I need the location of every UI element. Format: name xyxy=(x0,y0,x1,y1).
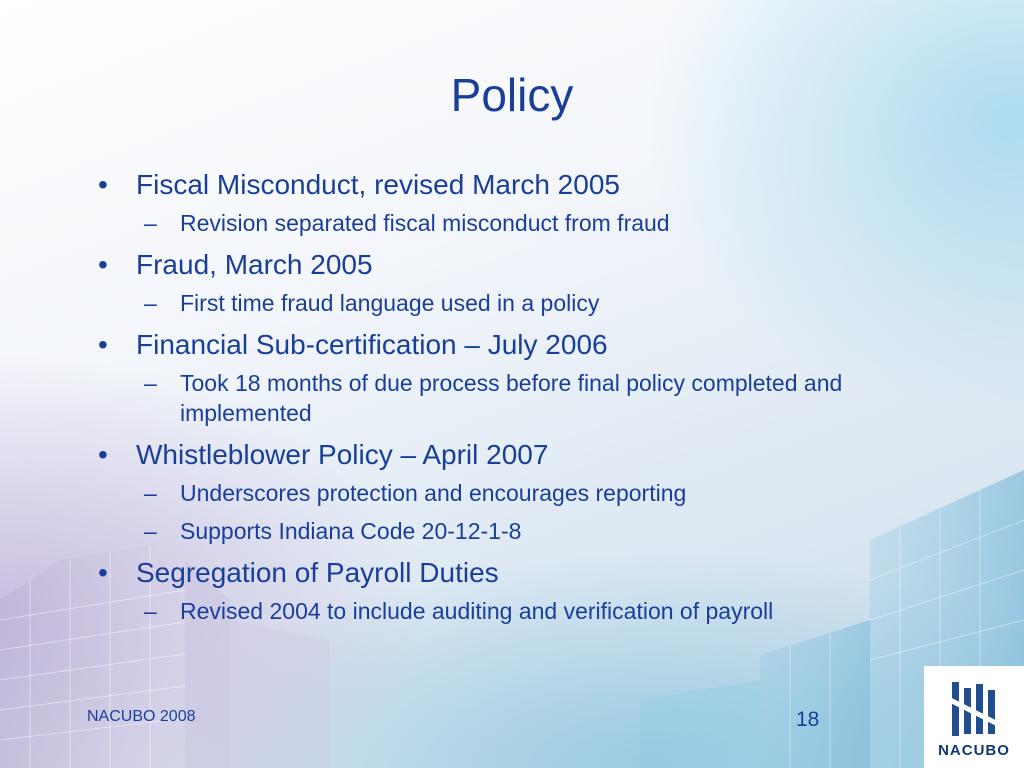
bullet-text: Segregation of Payroll Duties xyxy=(136,557,499,588)
sub-bullet-text: Underscores protection and encourages reporting xyxy=(180,480,687,506)
page-number: 18 xyxy=(796,708,820,731)
sub-bullet-list xyxy=(136,208,978,238)
sub-bullet-item xyxy=(136,288,978,318)
bullet-item xyxy=(98,328,978,428)
sub-bullet-item xyxy=(136,596,978,626)
sub-bullet-item xyxy=(136,516,978,546)
bullet-marker: • xyxy=(98,557,108,588)
sub-bullet-text: Supports Indiana Code 20-12-1-8 xyxy=(180,518,522,544)
sub-bullet-text: Revised 2004 to include auditing and verification of payroll xyxy=(180,598,774,624)
nacubo-logo xyxy=(924,666,1024,768)
sub-bullet-item xyxy=(136,478,978,508)
bullet-marker: • xyxy=(98,169,108,200)
bullet-text: Whistleblower Policy – April 2007 xyxy=(136,439,549,470)
sub-bullet-marker: – xyxy=(144,598,157,624)
sub-bullet-text: Revision separated fiscal misconduct from fraud xyxy=(180,210,670,236)
sub-bullet-marker: – xyxy=(144,518,157,544)
sub-bullet-marker: – xyxy=(144,290,157,316)
bullet-marker: • xyxy=(98,439,108,470)
bullet-text: Financial Sub-certification – July 2006 xyxy=(136,329,608,360)
sub-bullet-list xyxy=(136,596,978,626)
sub-bullet-marker: – xyxy=(144,480,157,506)
sub-bullet-item xyxy=(136,208,978,238)
bullet-item xyxy=(98,556,978,626)
sub-bullet-item xyxy=(136,368,978,428)
logo-text: NACUBO xyxy=(938,742,1010,759)
bullet-text: Fraud, March 2005 xyxy=(136,249,373,280)
bullet-list xyxy=(98,168,978,634)
bullet-item xyxy=(98,248,978,318)
sub-bullet-marker: – xyxy=(144,210,157,236)
bullet-item xyxy=(98,168,978,238)
sub-bullet-list xyxy=(136,478,978,546)
slide-title: Policy xyxy=(450,69,574,121)
bullet-marker: • xyxy=(98,329,108,360)
nacubo-logo-icon xyxy=(948,680,1000,738)
sub-bullet-text: Took 18 months of due process before final policy completed and implemented xyxy=(180,370,843,426)
bullet-text: Fiscal Misconduct, revised March 2005 xyxy=(136,169,620,200)
sub-bullet-list xyxy=(136,368,978,428)
footer-organization: NACUBO 2008 xyxy=(87,708,196,725)
bullet-item xyxy=(98,438,978,546)
sub-bullet-list xyxy=(136,288,978,318)
sub-bullet-marker: – xyxy=(144,370,157,396)
bullet-marker: • xyxy=(98,249,108,280)
sub-bullet-text: First time fraud language used in a policy xyxy=(180,290,600,316)
